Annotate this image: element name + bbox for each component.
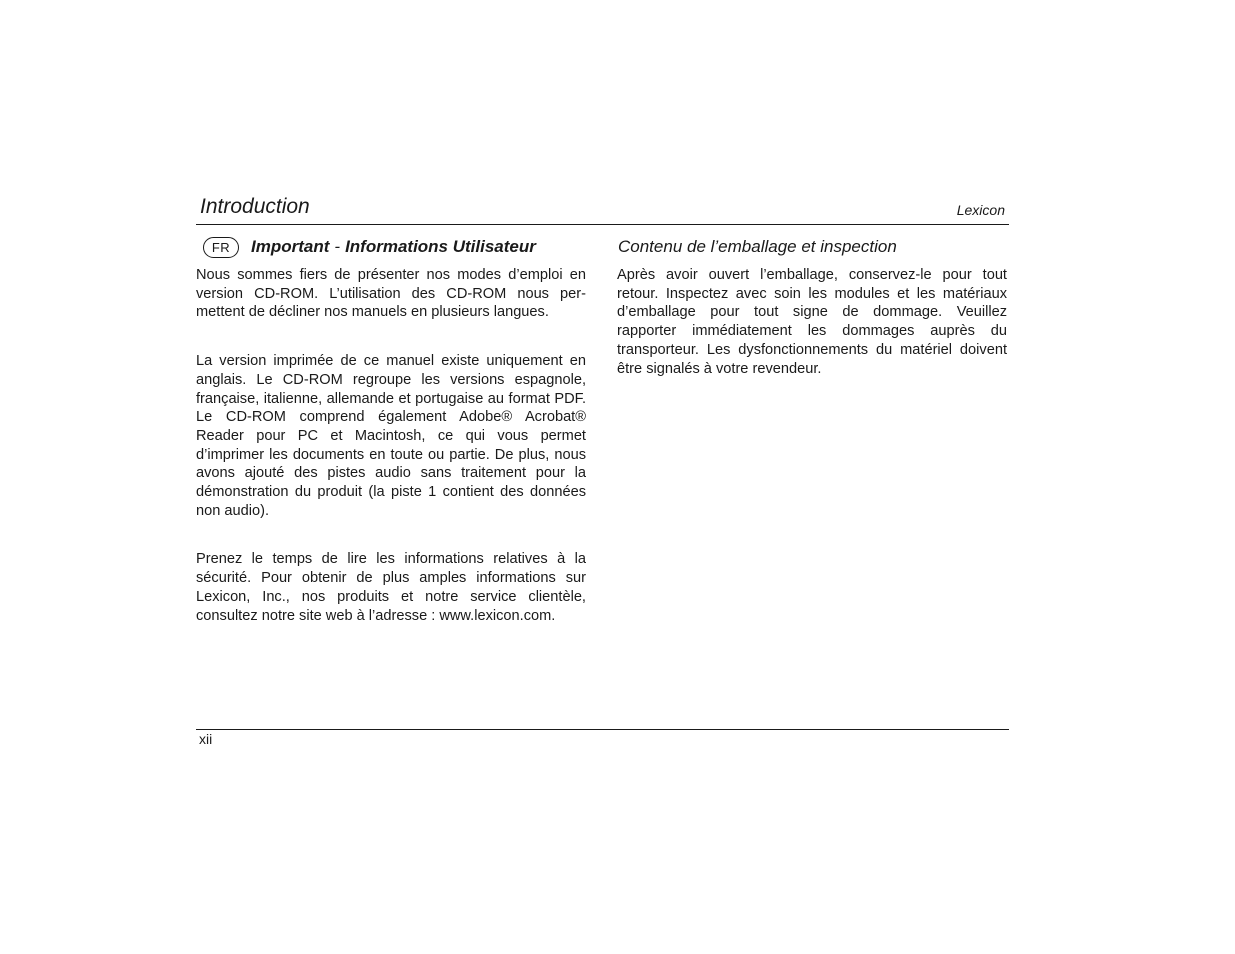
section-heading-important [196, 234, 586, 260]
right-column [617, 234, 1007, 378]
header-rule [196, 224, 1009, 225]
section-heading-contenu [617, 234, 1007, 260]
left-column [196, 234, 586, 625]
paragraph: Après avoir ouvert l’emballage, conservez-le pour tout retour. Inspectez avec soin les modules et les matériaux d’emballage pour tout signe de dommage. Veuillez rapporter immédiatement les dommages auprès du transporteur. Les dysfonctionnements du matériel doivent être signalés à votre revendeur. [617, 267, 1007, 377]
paragraph: La version imprimée de ce manuel existe uniquement en anglais. Le CD-ROM regroupe les versions espagnole, française, italienne, allemande et portugaise au format PDF. Le CD-ROM comprend également Adobe® Acrobat® Reader pour PC et Macintosh, ce qui vous permet d’imprimer les documents en toute ou partie. De plus, nous avons ajouté des pistes audio sans traitement pour la démonstration du produit (la piste 1 contient des données non audio). [196, 353, 586, 519]
paragraph: Nous sommes fiers de présenter nos modes d’emploi en version CD-ROM. L’utilisation des CD-ROM nous per-mettent de décliner nos manuels en plusieurs langues. [196, 267, 586, 321]
language-badge: FR [203, 237, 239, 258]
brand-name: Lexicon [956, 202, 1005, 218]
page-title: Introduction [200, 195, 310, 218]
heading-important: Important [251, 237, 330, 256]
heading-informations: Informations Utilisateur [345, 237, 536, 256]
footer-rule [196, 729, 1009, 730]
heading-contenu: Contenu de l’emballage et inspection [618, 237, 897, 256]
heading-separator: - [334, 237, 341, 256]
paragraph: Prenez le temps de lire les informations relatives à la sécurité. Pour obtenir de plus amples informations sur Lexicon, Inc., nos produits et notre service clientèle, consultez notre site web à l’adresse : www.lexicon.com. [196, 551, 586, 624]
page-number: xii [199, 731, 213, 747]
